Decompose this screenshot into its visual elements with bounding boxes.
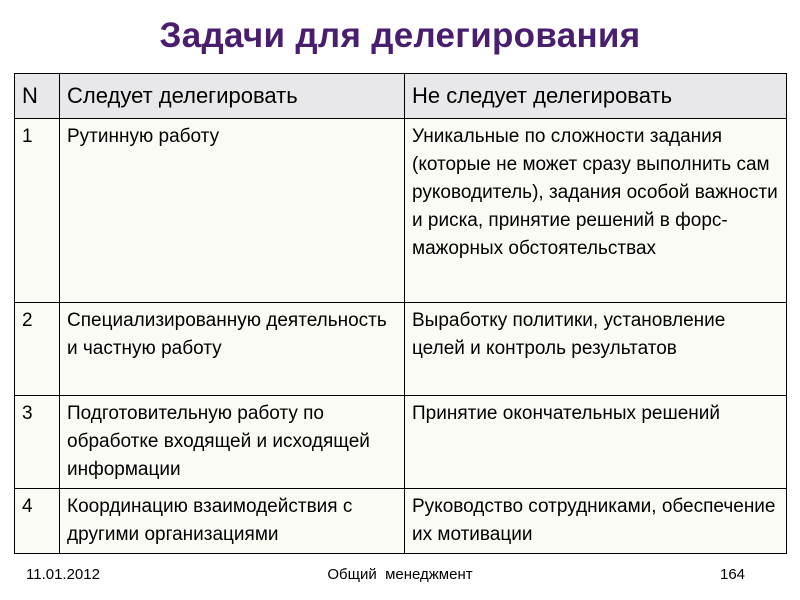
header-not-delegate: Не следует делегировать (405, 74, 787, 119)
delegate-cell: Подготовительную работу по обработке входящей и исходящей информации (60, 396, 405, 489)
row-number: 2 (15, 303, 60, 396)
row-number: 3 (15, 396, 60, 489)
header-number: N (15, 74, 60, 119)
footer-page-number: 164 (720, 566, 746, 583)
slide-title: Задачи для делегирования (159, 16, 641, 55)
footer-date: 11.01.2012 (26, 566, 100, 583)
delegate-cell: Специализированную деятельность и частную работу (60, 303, 405, 396)
not-delegate-cell: Принятие окончательных решений (405, 396, 787, 489)
delegate-cell: Координацию взаимодействия с другими организациями (60, 489, 405, 554)
not-delegate-cell: Руководство сотрудниками, обеспечение их мотивации (405, 489, 787, 554)
table-row (15, 119, 787, 303)
not-delegate-cell: Выработку политики, установление целей и контроль результатов (405, 303, 787, 396)
table-row (15, 489, 787, 554)
table-row (15, 303, 787, 396)
row-number: 1 (15, 119, 60, 303)
table-row (15, 396, 787, 489)
delegation-table (14, 73, 787, 554)
delegate-cell: Рутинную работу (60, 119, 405, 303)
footer-subject: Общий менеджмент (327, 566, 473, 583)
header-delegate: Следует делегировать (60, 74, 405, 119)
row-number: 4 (15, 489, 60, 554)
table-header-row (15, 74, 787, 119)
not-delegate-cell: Уникальные по сложности задания (которые не может сразу выполнить сам руководитель), задания особой важности и риска, принятие решений в форс-мажорных обстоятельствах (405, 119, 787, 303)
